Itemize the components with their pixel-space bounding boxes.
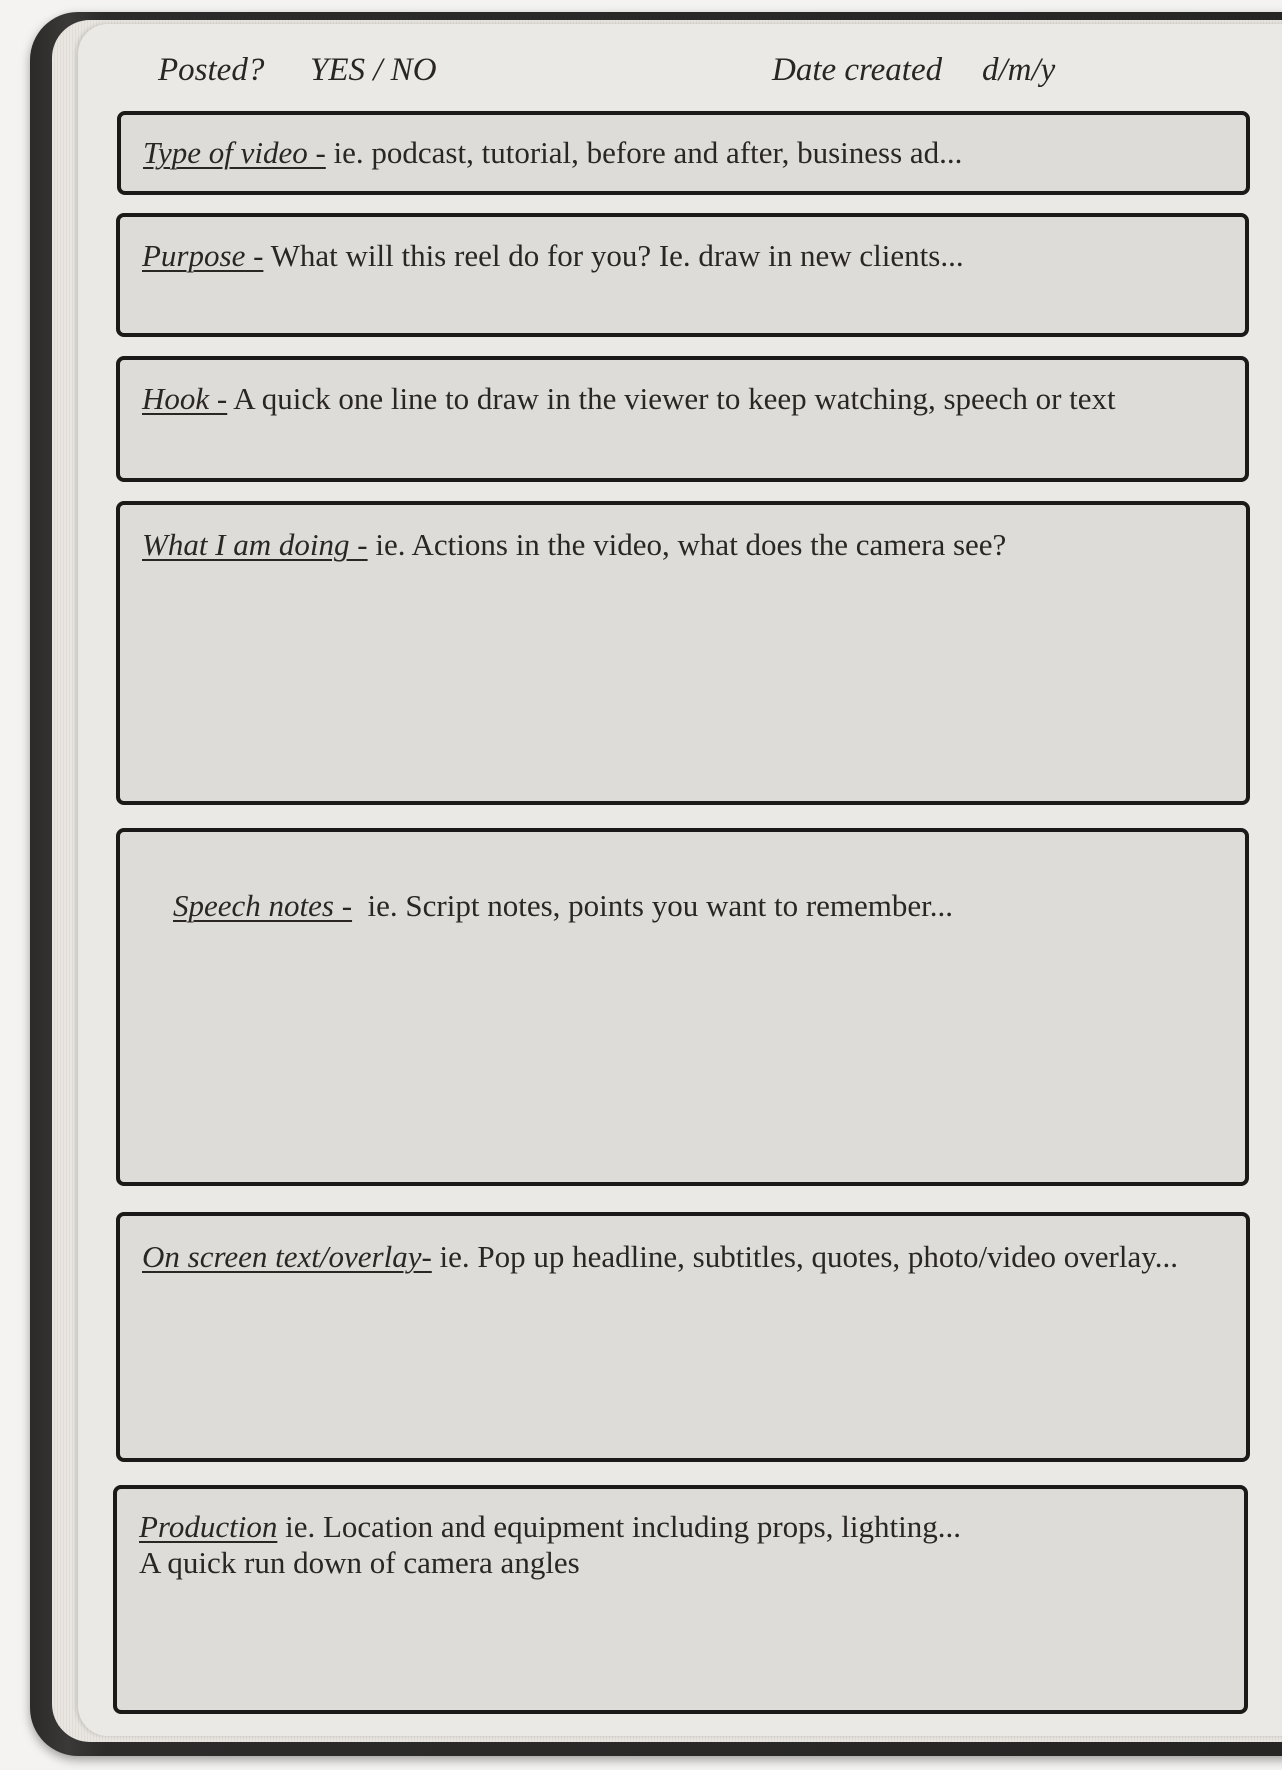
hook-line: [142, 381, 1223, 417]
on-screen-text-hint: ie. Pop up headline, subtitles, quotes, photo/video overlay...: [431, 1239, 1178, 1274]
production-label: Production: [139, 1509, 278, 1544]
what-i-am-doing-box[interactable]: [116, 501, 1250, 805]
purpose-label: Purpose -: [142, 238, 264, 273]
production-hint-second-line: A quick run down of camera angles: [139, 1545, 580, 1580]
production-hint: ie. Location and equipment including props, lighting...: [277, 1509, 961, 1544]
purpose-hint: What will this reel do for you? Ie. draw in new clients...: [263, 238, 964, 273]
hook-hint: A quick one line to draw in the viewer to keep watching, speech or text: [227, 381, 1116, 416]
production-box[interactable]: [113, 1485, 1248, 1714]
posted-label: Posted?: [158, 52, 265, 88]
date-created-label: Date created: [772, 52, 943, 88]
production-line: [139, 1509, 1222, 1545]
what-i-am-doing-hint: ie. Actions in the video, what does the camera see?: [367, 527, 1007, 562]
type-of-video-line: [143, 135, 1224, 171]
hook-label: Hook -: [142, 381, 228, 416]
hook-box[interactable]: [116, 356, 1249, 482]
type-of-video-box[interactable]: [117, 111, 1250, 195]
what-i-am-doing-line: [142, 527, 1224, 563]
on-screen-text-label: On screen text/overlay-: [142, 1239, 432, 1274]
date-created-field[interactable]: d/m/y: [982, 52, 1056, 88]
speech-notes-box[interactable]: [116, 828, 1249, 1186]
what-i-am-doing-label: What I am doing -: [142, 527, 368, 562]
on-screen-text-box[interactable]: [116, 1212, 1250, 1462]
speech-notes-label: Speech notes -: [173, 888, 353, 923]
speech-notes-hint: ie. Script notes, points you want to remember...: [352, 888, 954, 923]
posted-choice[interactable]: YES / NO: [310, 52, 437, 88]
type-of-video-label: Type of video -: [143, 135, 326, 170]
type-of-video-hint: ie. podcast, tutorial, before and after, business ad...: [325, 135, 963, 170]
speech-notes-line: [142, 852, 1223, 960]
purpose-line: [142, 238, 1223, 274]
on-screen-text-line: [142, 1239, 1224, 1275]
purpose-box[interactable]: [116, 213, 1249, 337]
